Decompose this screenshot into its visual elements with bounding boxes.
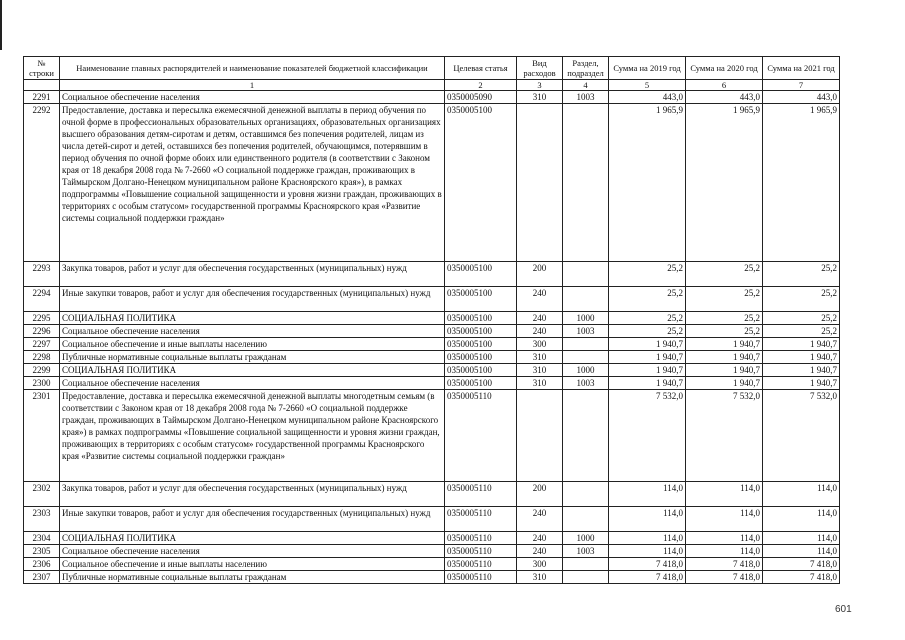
row-expense-type: 310 <box>517 377 563 390</box>
col-number: 3 <box>517 80 563 91</box>
row-number: 2302 <box>24 482 60 507</box>
row-name: Социальное обеспечение населения <box>60 325 445 338</box>
row-name: Социальное обеспечение населения <box>60 377 445 390</box>
row-sum-2019: 114,0 <box>609 532 686 545</box>
row-number: 2291 <box>24 91 60 104</box>
row-sum-2021: 7 418,0 <box>763 558 840 571</box>
row-number: 2301 <box>24 390 60 482</box>
row-sum-2020: 443,0 <box>686 91 763 104</box>
table-row <box>24 532 840 545</box>
col-number: 4 <box>563 80 609 91</box>
row-number: 2299 <box>24 364 60 377</box>
row-expense-type <box>517 104 563 262</box>
row-sum-2021: 25,2 <box>763 287 840 312</box>
row-expense-type: 240 <box>517 545 563 558</box>
row-target-code: 0350005100 <box>445 287 517 312</box>
row-name: Иные закупки товаров, работ и услуг для обеспечения государственных (муниципальных) нужд <box>60 507 445 532</box>
header-type: Вид расходов <box>517 57 563 80</box>
row-sum-2021: 7 532,0 <box>763 390 840 482</box>
row-section: 1003 <box>563 545 609 558</box>
row-sum-2021: 25,2 <box>763 262 840 287</box>
row-target-code: 0350005100 <box>445 312 517 325</box>
row-sum-2021: 114,0 <box>763 532 840 545</box>
table-row <box>24 312 840 325</box>
row-target-code: 0350005110 <box>445 545 517 558</box>
row-sum-2019: 7 418,0 <box>609 558 686 571</box>
row-sum-2019: 25,2 <box>609 312 686 325</box>
row-name: Социальное обеспечение населения <box>60 545 445 558</box>
row-section <box>563 558 609 571</box>
row-expense-type: 240 <box>517 312 563 325</box>
row-number: 2294 <box>24 287 60 312</box>
row-expense-type: 310 <box>517 91 563 104</box>
row-target-code: 0350005100 <box>445 338 517 351</box>
row-section <box>563 507 609 532</box>
row-sum-2020: 1 940,7 <box>686 338 763 351</box>
row-name: Публичные нормативные социальные выплаты гражданам <box>60 351 445 364</box>
row-section: 1000 <box>563 312 609 325</box>
row-sum-2019: 1 940,7 <box>609 364 686 377</box>
row-sum-2020: 25,2 <box>686 262 763 287</box>
row-target-code: 0350005100 <box>445 325 517 338</box>
row-section: 1000 <box>563 364 609 377</box>
row-sum-2020: 25,2 <box>686 312 763 325</box>
row-target-code: 0350005100 <box>445 364 517 377</box>
row-expense-type: 310 <box>517 364 563 377</box>
table-row <box>24 287 840 312</box>
table-row <box>24 558 840 571</box>
table-row <box>24 262 840 287</box>
header-name: Наименование главных распорядителей и наименование показателей бюджетной классификации <box>60 57 445 80</box>
row-expense-type <box>517 390 563 482</box>
table-row <box>24 325 840 338</box>
col-number: 1 <box>60 80 445 91</box>
header-row-no: № строки <box>24 57 60 80</box>
row-sum-2021: 7 418,0 <box>763 571 840 584</box>
row-sum-2020: 1 940,7 <box>686 364 763 377</box>
row-sum-2021: 114,0 <box>763 507 840 532</box>
row-number: 2307 <box>24 571 60 584</box>
row-target-code: 0350005110 <box>445 482 517 507</box>
row-sum-2021: 114,0 <box>763 482 840 507</box>
row-sum-2019: 1 965,9 <box>609 104 686 262</box>
row-expense-type: 300 <box>517 558 563 571</box>
row-name: Закупка товаров, работ и услуг для обеспечения государственных (муниципальных) нужд <box>60 262 445 287</box>
table-row <box>24 104 840 262</box>
header-sum2021: Сумма на 2021 год <box>763 57 840 80</box>
row-section <box>563 390 609 482</box>
row-expense-type: 240 <box>517 507 563 532</box>
row-target-code: 0350005110 <box>445 532 517 545</box>
row-expense-type: 240 <box>517 325 563 338</box>
row-section <box>563 262 609 287</box>
row-expense-type: 240 <box>517 287 563 312</box>
row-target-code: 0350005090 <box>445 91 517 104</box>
row-name: Социальное обеспечение и иные выплаты населению <box>60 338 445 351</box>
table-row <box>24 338 840 351</box>
row-expense-type: 300 <box>517 338 563 351</box>
row-name: Публичные нормативные социальные выплаты гражданам <box>60 571 445 584</box>
row-name: Предоставление, доставка и пересылка ежемесячной денежной выплаты в период обучения по очной форме в профессиональных образовательных организациях, образовательных организациях высшего образования детям-сиротам и детям, оставшимся без попечения родителей, лицам из числа детей-сирот и детей, оставшихся без попечения родителей, обучающимся, потерявшим в период обучения по очной форме обоих или единственного родителя (в соответствии с Законом края от 18 декабря 2008 года № 7-2660 «О социальной поддержке граждан, проживающих в Таймырском Долгано-Ненецком муниципальном районе Красноярского края»), в рамках подпрограммы «Повышение социальной защищенности и уровня жизни граждан, проживающих в территориях с особым статусом» государственной программы Красноярского края «Развитие системы социальной поддержки граждан» <box>60 104 445 262</box>
row-expense-type: 240 <box>517 532 563 545</box>
row-target-code: 0350005110 <box>445 558 517 571</box>
row-name: Социальное обеспечение населения <box>60 91 445 104</box>
row-number: 2300 <box>24 377 60 390</box>
row-sum-2021: 1 940,7 <box>763 364 840 377</box>
row-number: 2298 <box>24 351 60 364</box>
row-sum-2021: 443,0 <box>763 91 840 104</box>
row-sum-2021: 114,0 <box>763 545 840 558</box>
table-row <box>24 377 840 390</box>
row-sum-2021: 1 940,7 <box>763 351 840 364</box>
row-sum-2020: 1 940,7 <box>686 351 763 364</box>
row-name: Социальное обеспечение и иные выплаты населению <box>60 558 445 571</box>
budget-table <box>23 56 840 584</box>
row-expense-type: 310 <box>517 571 563 584</box>
row-sum-2021: 25,2 <box>763 312 840 325</box>
table-row <box>24 545 840 558</box>
row-sum-2019: 1 940,7 <box>609 338 686 351</box>
row-section <box>563 571 609 584</box>
header-sum2020: Сумма на 2020 год <box>686 57 763 80</box>
header-row <box>24 57 840 80</box>
row-target-code: 0350005100 <box>445 377 517 390</box>
row-sum-2019: 1 940,7 <box>609 377 686 390</box>
row-sum-2020: 7 418,0 <box>686 558 763 571</box>
col-number: 6 <box>686 80 763 91</box>
col-number <box>24 80 60 91</box>
row-target-code: 0350005100 <box>445 104 517 262</box>
row-expense-type: 200 <box>517 262 563 287</box>
row-name: СОЦИАЛЬНАЯ ПОЛИТИКА <box>60 312 445 325</box>
row-sum-2020: 114,0 <box>686 532 763 545</box>
row-sum-2021: 1 940,7 <box>763 377 840 390</box>
page-edge-line <box>0 0 2 50</box>
row-sum-2019: 1 940,7 <box>609 351 686 364</box>
row-number: 2304 <box>24 532 60 545</box>
header-sum2019: Сумма на 2019 год <box>609 57 686 80</box>
row-number: 2306 <box>24 558 60 571</box>
table-row <box>24 351 840 364</box>
header-target: Целевая статья <box>445 57 517 80</box>
row-section: 1003 <box>563 91 609 104</box>
row-sum-2020: 1 965,9 <box>686 104 763 262</box>
row-sum-2020: 25,2 <box>686 325 763 338</box>
page-number: 601 <box>835 604 852 615</box>
row-name: Закупка товаров, работ и услуг для обеспечения государственных (муниципальных) нужд <box>60 482 445 507</box>
row-sum-2019: 114,0 <box>609 482 686 507</box>
row-sum-2019: 7 418,0 <box>609 571 686 584</box>
row-number: 2293 <box>24 262 60 287</box>
row-number: 2292 <box>24 104 60 262</box>
row-sum-2019: 114,0 <box>609 545 686 558</box>
row-sum-2019: 25,2 <box>609 287 686 312</box>
row-name: СОЦИАЛЬНАЯ ПОЛИТИКА <box>60 532 445 545</box>
table-row <box>24 390 840 482</box>
row-section: 1000 <box>563 532 609 545</box>
row-sum-2020: 114,0 <box>686 507 763 532</box>
table-row <box>24 507 840 532</box>
col-number: 5 <box>609 80 686 91</box>
col-number: 2 <box>445 80 517 91</box>
row-target-code: 0350005100 <box>445 262 517 287</box>
row-sum-2019: 114,0 <box>609 507 686 532</box>
row-section <box>563 287 609 312</box>
row-sum-2021: 1 965,9 <box>763 104 840 262</box>
row-section: 1003 <box>563 377 609 390</box>
row-sum-2020: 7 418,0 <box>686 571 763 584</box>
row-section <box>563 482 609 507</box>
column-number-row <box>24 80 840 91</box>
row-expense-type: 200 <box>517 482 563 507</box>
row-expense-type: 310 <box>517 351 563 364</box>
header-section: Раздел, подраздел <box>563 57 609 80</box>
table-row <box>24 571 840 584</box>
row-sum-2020: 1 940,7 <box>686 377 763 390</box>
col-number: 7 <box>763 80 840 91</box>
row-sum-2021: 1 940,7 <box>763 338 840 351</box>
row-sum-2020: 114,0 <box>686 545 763 558</box>
row-sum-2020: 7 532,0 <box>686 390 763 482</box>
row-number: 2296 <box>24 325 60 338</box>
row-target-code: 0350005110 <box>445 571 517 584</box>
table-row <box>24 482 840 507</box>
row-section <box>563 351 609 364</box>
row-section <box>563 104 609 262</box>
row-section <box>563 338 609 351</box>
row-sum-2019: 443,0 <box>609 91 686 104</box>
row-name: Иные закупки товаров, работ и услуг для обеспечения государственных (муниципальных) нужд <box>60 287 445 312</box>
row-number: 2295 <box>24 312 60 325</box>
table-row <box>24 91 840 104</box>
row-sum-2019: 25,2 <box>609 262 686 287</box>
row-number: 2305 <box>24 545 60 558</box>
row-target-code: 0350005110 <box>445 390 517 482</box>
row-target-code: 0350005100 <box>445 351 517 364</box>
row-target-code: 0350005110 <box>445 507 517 532</box>
row-number: 2303 <box>24 507 60 532</box>
row-sum-2019: 7 532,0 <box>609 390 686 482</box>
row-number: 2297 <box>24 338 60 351</box>
row-section: 1003 <box>563 325 609 338</box>
row-name: СОЦИАЛЬНАЯ ПОЛИТИКА <box>60 364 445 377</box>
table-row <box>24 364 840 377</box>
row-name: Предоставление, доставка и пересылка ежемесячной денежной выплаты многодетным семьям (в соответствии с Законом края от 18 декабря 2008 года № 7-2660 «О социальной поддержке граждан, проживающих в Таймырском Долгано-Ненецком муниципальном районе Красноярского края») в рамках подпрограммы «Повышение социальной защищенности и уровня жизни граждан, проживающих в территориях с особым статусом» государственной программы Красноярского края «Развитие системы социальной поддержки граждан» <box>60 390 445 482</box>
row-sum-2019: 25,2 <box>609 325 686 338</box>
row-sum-2021: 25,2 <box>763 325 840 338</box>
row-sum-2020: 25,2 <box>686 287 763 312</box>
row-sum-2020: 114,0 <box>686 482 763 507</box>
